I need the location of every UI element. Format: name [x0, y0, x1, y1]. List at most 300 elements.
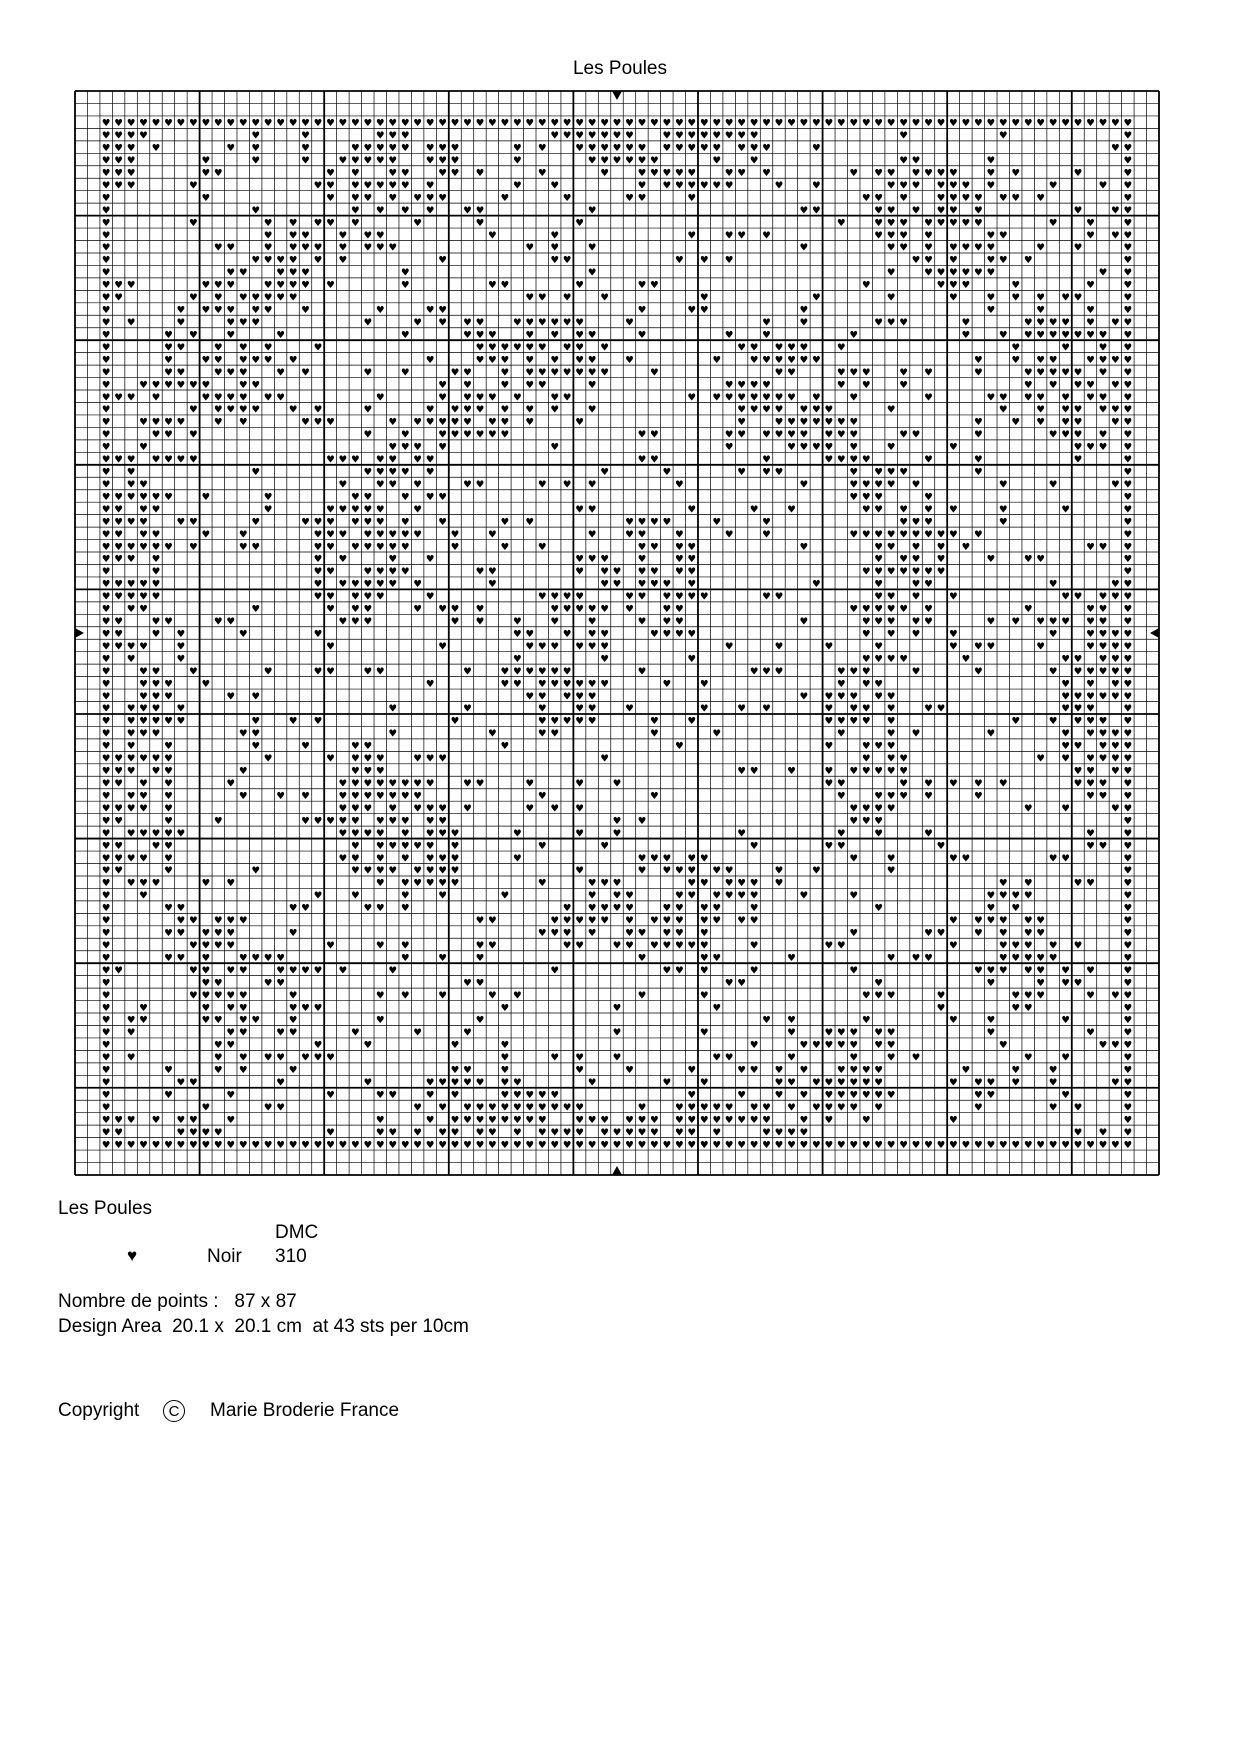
stitch-heart: ♥	[338, 853, 348, 865]
stitch-heart: ♥	[139, 853, 148, 865]
stitch-heart: ♥	[164, 379, 173, 391]
stitch-heart: ♥	[986, 903, 996, 915]
stitch-heart: ♥	[874, 616, 884, 628]
stitch-heart: ♥	[301, 130, 310, 142]
stitch-heart: ♥	[762, 1015, 771, 1027]
stitch-heart: ♥	[425, 205, 435, 217]
stitch-heart: ♥	[537, 716, 547, 728]
stitch-heart: ♥	[812, 118, 821, 130]
stitch-heart: ♥	[238, 952, 248, 964]
stitch-heart: ♥	[787, 1102, 796, 1114]
stitch-heart: ♥	[263, 1102, 273, 1114]
stitch-heart: ♥	[799, 1114, 809, 1126]
stitch-heart: ♥	[724, 641, 734, 653]
stitch-heart: ♥	[363, 118, 373, 130]
stitch-heart: ♥	[438, 167, 447, 179]
stitch-heart: ♥	[488, 1139, 497, 1151]
stitch-heart: ♥	[625, 903, 634, 915]
stitch-heart: ♥	[637, 1139, 647, 1151]
stitch-heart: ♥	[338, 242, 348, 254]
stitch-heart: ♥	[849, 803, 859, 815]
stitch-heart: ♥	[126, 878, 136, 890]
stitch-heart: ♥	[213, 815, 223, 827]
stitch-heart: ♥	[313, 716, 323, 728]
stitch-heart: ♥	[662, 167, 672, 179]
stitch-heart: ♥	[861, 703, 871, 715]
stitch-heart: ♥	[151, 417, 161, 429]
stitch-heart: ♥	[1123, 1002, 1133, 1014]
stitch-heart: ♥	[375, 579, 385, 591]
stitch-heart: ♥	[1098, 354, 1108, 366]
stitch-heart: ♥	[226, 940, 236, 952]
stitch-heart: ♥	[550, 404, 560, 416]
stitch-heart: ♥	[151, 554, 161, 566]
stitch-heart: ♥	[949, 292, 958, 304]
stitch-heart: ♥	[488, 342, 497, 354]
stitch-heart: ♥	[1023, 965, 1033, 977]
stitch-heart: ♥	[475, 1077, 485, 1089]
stitch-heart: ♥	[1061, 616, 1070, 628]
stitch-heart: ♥	[101, 367, 111, 379]
stitch-heart: ♥	[288, 1139, 298, 1151]
stitch-heart: ♥	[849, 1077, 859, 1089]
stitch-heart: ♥	[176, 928, 186, 940]
stitch-heart: ♥	[575, 1052, 584, 1064]
stitch-heart: ♥	[375, 1127, 385, 1139]
stitch-heart: ♥	[562, 928, 572, 940]
stitch-heart: ♥	[313, 965, 323, 977]
stitch-heart: ♥	[101, 965, 111, 977]
stitch-heart: ♥	[1023, 255, 1033, 267]
stitch-heart: ♥	[799, 442, 809, 454]
stitch-heart: ♥	[799, 342, 809, 354]
stitch-heart: ♥	[787, 442, 796, 454]
stitch-heart: ♥	[949, 853, 958, 865]
stitch-heart: ♥	[1048, 1102, 1058, 1114]
stitch-heart: ♥	[176, 342, 186, 354]
stitch-heart: ♥	[1036, 417, 1045, 429]
stitch-heart: ♥	[438, 853, 447, 865]
stitch-heart: ♥	[450, 1040, 460, 1052]
stitch-heart: ♥	[101, 554, 111, 566]
stitch-heart: ♥	[849, 529, 859, 541]
stitch-heart: ♥	[101, 1102, 111, 1114]
stitch-heart: ♥	[936, 217, 946, 229]
stitch-heart: ♥	[1111, 641, 1120, 653]
stitch-heart: ♥	[1111, 628, 1120, 640]
legend-brand-header: DMC	[275, 1222, 319, 1243]
stitch-heart: ♥	[637, 566, 647, 578]
stitch-heart: ♥	[612, 890, 622, 902]
stitch-heart: ♥	[164, 1089, 173, 1101]
stitch-heart: ♥	[637, 1127, 647, 1139]
stitch-heart: ♥	[1123, 167, 1133, 179]
stitch-heart: ♥	[674, 143, 684, 155]
stitch-heart: ♥	[824, 716, 834, 728]
stitch-heart: ♥	[662, 1139, 672, 1151]
stitch-heart: ♥	[313, 666, 323, 678]
stitch-heart: ♥	[924, 454, 933, 466]
stitch-heart: ♥	[949, 192, 958, 204]
stitch-heart: ♥	[587, 354, 597, 366]
stitch-heart: ♥	[874, 903, 884, 915]
stitch-heart: ♥	[463, 118, 472, 130]
stitch-heart: ♥	[1086, 604, 1095, 616]
stitch-heart: ♥	[126, 741, 136, 753]
stitch-heart: ♥	[787, 1077, 796, 1089]
stitch-heart: ♥	[637, 616, 647, 628]
stitch-heart: ♥	[924, 242, 933, 254]
stitch-heart: ♥	[313, 118, 323, 130]
stitch-heart: ♥	[924, 952, 933, 964]
stitch-heart: ♥	[849, 118, 859, 130]
stitch-heart: ♥	[899, 192, 908, 204]
stitch-heart: ♥	[226, 118, 236, 130]
stitch-heart: ♥	[712, 1102, 722, 1114]
stitch-heart: ♥	[438, 155, 447, 167]
stitch-heart: ♥	[949, 205, 958, 217]
stitch-heart: ♥	[911, 205, 921, 217]
stitch-heart: ♥	[562, 716, 572, 728]
stitch-heart: ♥	[886, 628, 896, 640]
stitch-heart: ♥	[737, 230, 746, 242]
stitch-heart: ♥	[662, 130, 672, 142]
stitch-heart: ♥	[238, 118, 248, 130]
stitch-heart: ♥	[998, 878, 1008, 890]
stitch-heart: ♥	[226, 1114, 236, 1126]
stitch-heart: ♥	[251, 467, 261, 479]
stitch-heart: ♥	[450, 1065, 460, 1077]
stitch-heart: ♥	[911, 554, 921, 566]
stitch-heart: ♥	[226, 143, 236, 155]
stitch-heart: ♥	[973, 666, 983, 678]
stitch-heart: ♥	[836, 840, 846, 852]
stitch-heart: ♥	[762, 529, 771, 541]
stitch-heart: ♥	[438, 1102, 447, 1114]
stitch-heart: ♥	[1123, 280, 1133, 292]
stitch-heart: ♥	[1098, 616, 1108, 628]
stitch-heart: ♥	[388, 566, 398, 578]
stitch-heart: ♥	[139, 541, 148, 553]
stitch-heart: ♥	[1111, 666, 1120, 678]
stitch-heart: ♥	[276, 952, 285, 964]
stitch-heart: ♥	[201, 952, 211, 964]
stitch-heart: ♥	[1123, 990, 1133, 1002]
stitch-heart: ♥	[438, 305, 447, 317]
stitch-heart: ♥	[126, 280, 136, 292]
stitch-heart: ♥	[363, 242, 373, 254]
stitch-heart: ♥	[587, 329, 597, 341]
stitch-heart: ♥	[425, 554, 435, 566]
stitch-heart: ♥	[824, 741, 834, 753]
stitch-heart: ♥	[562, 130, 572, 142]
stitch-heart: ♥	[1061, 803, 1070, 815]
stitch-heart: ♥	[126, 1052, 136, 1064]
stitch-heart: ♥	[413, 454, 422, 466]
stitch-heart: ♥	[550, 230, 560, 242]
stitch-heart: ♥	[413, 1027, 422, 1039]
stitch-heart: ♥	[363, 541, 373, 553]
stitch-heart: ♥	[824, 417, 834, 429]
stitch-heart: ♥	[101, 442, 111, 454]
stitch-heart: ♥	[450, 155, 460, 167]
stitch-heart: ♥	[251, 130, 261, 142]
stitch-heart: ♥	[238, 1027, 248, 1039]
stitch-heart: ♥	[637, 1102, 647, 1114]
stitch-heart: ♥	[824, 1102, 834, 1114]
stitch-heart: ♥	[201, 1015, 211, 1027]
stitch-heart: ♥	[537, 167, 547, 179]
stitch-heart: ♥	[101, 167, 111, 179]
stitch-heart: ♥	[363, 828, 373, 840]
stitch-heart: ♥	[625, 192, 634, 204]
stitch-heart: ♥	[388, 180, 398, 192]
stitch-heart: ♥	[525, 516, 535, 528]
stitch-heart: ♥	[961, 329, 971, 341]
stitch-heart: ♥	[525, 329, 535, 341]
stitch-heart: ♥	[836, 367, 846, 379]
stitch-heart: ♥	[475, 1127, 485, 1139]
stitch-heart: ♥	[126, 317, 136, 329]
stitch-heart: ♥	[973, 242, 983, 254]
stitch-heart: ♥	[425, 404, 435, 416]
stitch-heart: ♥	[139, 504, 148, 516]
stitch-heart: ♥	[625, 516, 634, 528]
stitch-heart: ♥	[450, 1089, 460, 1101]
stitch-heart: ♥	[911, 1139, 921, 1151]
stitch-heart: ♥	[413, 529, 422, 541]
stitch-heart: ♥	[998, 890, 1008, 902]
stitch-heart: ♥	[114, 865, 123, 877]
stitch-heart: ♥	[114, 591, 123, 603]
stitch-heart: ♥	[1023, 604, 1033, 616]
stitch-heart: ♥	[201, 305, 211, 317]
stitch-heart: ♥	[936, 1002, 946, 1014]
stitch-heart: ♥	[537, 878, 547, 890]
stitch-heart: ♥	[836, 1139, 846, 1151]
stitch-heart: ♥	[936, 840, 946, 852]
stitch-heart: ♥	[662, 118, 672, 130]
stitch-heart: ♥	[836, 1089, 846, 1101]
stitch-heart: ♥	[936, 928, 946, 940]
stitch-heart: ♥	[762, 1139, 771, 1151]
stitch-heart: ♥	[313, 1002, 323, 1014]
stitch-heart: ♥	[625, 928, 634, 940]
stitch-heart: ♥	[849, 1065, 859, 1077]
stitch-heart: ♥	[637, 180, 647, 192]
stitch-heart: ♥	[238, 1015, 248, 1027]
stitch-heart: ♥	[114, 155, 123, 167]
stitch-heart: ♥	[201, 990, 211, 1002]
stitch-heart: ♥	[164, 678, 173, 690]
stitch-heart: ♥	[512, 1102, 522, 1114]
stitch-heart: ♥	[400, 952, 410, 964]
stitch-heart: ♥	[612, 878, 622, 890]
stitch-heart: ♥	[899, 118, 908, 130]
stitch-heart: ♥	[164, 1139, 173, 1151]
stitch-heart: ♥	[1048, 354, 1058, 366]
stitch-heart: ♥	[1011, 292, 1021, 304]
stitch-heart: ♥	[512, 990, 522, 1002]
stitch-heart: ♥	[114, 180, 123, 192]
stitch-heart: ♥	[587, 641, 597, 653]
stitch-heart: ♥	[126, 1027, 136, 1039]
stitch-heart: ♥	[101, 1015, 111, 1027]
stitch-heart: ♥	[537, 1089, 547, 1101]
stitch-heart: ♥	[637, 280, 647, 292]
stitch-heart: ♥	[899, 504, 908, 516]
stitch-heart: ♥	[973, 1089, 983, 1101]
stitch-heart: ♥	[612, 828, 622, 840]
stitch-heart: ♥	[213, 1040, 223, 1052]
stitch-heart: ♥	[550, 1052, 560, 1064]
stitch-heart: ♥	[687, 554, 697, 566]
stitch-heart: ♥	[525, 778, 535, 790]
stitch-heart: ♥	[662, 928, 672, 940]
stitch-heart: ♥	[276, 965, 285, 977]
stitch-heart: ♥	[911, 180, 921, 192]
stitch-heart: ♥	[774, 467, 784, 479]
stitch-heart: ♥	[587, 903, 597, 915]
stitch-heart: ♥	[575, 342, 584, 354]
stitch-heart: ♥	[126, 167, 136, 179]
stitch-heart: ♥	[1111, 803, 1120, 815]
stitch-heart: ♥	[1048, 853, 1058, 865]
stitch-heart: ♥	[749, 940, 759, 952]
stitch-heart: ♥	[350, 604, 360, 616]
stitch-heart: ♥	[575, 354, 584, 366]
stitch-heart: ♥	[288, 1027, 298, 1039]
stitch-heart: ♥	[463, 803, 472, 815]
stitch-heart: ♥	[712, 1127, 722, 1139]
stitch-heart: ♥	[164, 903, 173, 915]
stitch-heart: ♥	[1048, 429, 1058, 441]
stitch-heart: ♥	[126, 130, 136, 142]
stitch-heart: ♥	[637, 305, 647, 317]
stitch-heart: ♥	[749, 840, 759, 852]
stitch-heart: ♥	[998, 778, 1008, 790]
stitch-heart: ♥	[1011, 1002, 1021, 1014]
stitch-heart: ♥	[101, 716, 111, 728]
stitch-heart: ♥	[350, 205, 360, 217]
stitch-heart: ♥	[587, 1114, 597, 1126]
stitch-heart: ♥	[388, 1089, 398, 1101]
stitch-heart: ♥	[986, 155, 996, 167]
stitch-heart: ♥	[1123, 604, 1133, 616]
stitch-heart: ♥	[662, 940, 672, 952]
stitch-heart: ♥	[101, 118, 111, 130]
stitch-heart: ♥	[301, 367, 310, 379]
stitch-heart: ♥	[114, 853, 123, 865]
stitch-heart: ♥	[1061, 678, 1070, 690]
stitch-heart: ♥	[226, 616, 236, 628]
stitch-heart: ♥	[525, 342, 535, 354]
stitch-heart: ♥	[164, 118, 173, 130]
stitch-heart: ♥	[301, 305, 310, 317]
stitch-heart: ♥	[787, 342, 796, 354]
stitch-heart: ♥	[849, 1027, 859, 1039]
stitch-heart: ♥	[612, 903, 622, 915]
stitch-heart: ♥	[388, 467, 398, 479]
stitch-heart: ♥	[849, 1052, 859, 1064]
stitch-heart: ♥	[226, 1089, 236, 1101]
stitch-heart: ♥	[126, 392, 136, 404]
stitch-heart: ♥	[1061, 317, 1070, 329]
stitch-heart: ♥	[537, 1114, 547, 1126]
stitch-heart: ♥	[1111, 143, 1120, 155]
stitch-heart: ♥	[674, 965, 684, 977]
stitch-heart: ♥	[836, 828, 846, 840]
stitch-heart: ♥	[674, 255, 684, 267]
stitch-heart: ♥	[151, 691, 161, 703]
stitch-heart: ♥	[774, 641, 784, 653]
stitch-heart: ♥	[1061, 292, 1070, 304]
stitch-heart: ♥	[139, 716, 148, 728]
stitch-heart: ♥	[139, 641, 148, 653]
stitch-heart: ♥	[625, 354, 634, 366]
stitch-heart: ♥	[625, 529, 634, 541]
stitch-heart: ♥	[413, 479, 422, 491]
stitch-heart: ♥	[799, 205, 809, 217]
stitch-heart: ♥	[861, 803, 871, 815]
stitch-heart: ♥	[276, 292, 285, 304]
stitch-heart: ♥	[350, 491, 360, 503]
stitch-heart: ♥	[637, 541, 647, 553]
stitch-heart: ♥	[375, 230, 385, 242]
stitch-heart: ♥	[375, 591, 385, 603]
stitch-heart: ♥	[139, 728, 148, 740]
stitch-heart: ♥	[126, 454, 136, 466]
stitch-heart: ♥	[749, 915, 759, 927]
stitch-heart: ♥	[114, 1127, 123, 1139]
stitch-heart: ♥	[849, 491, 859, 503]
stitch-heart: ♥	[488, 1114, 497, 1126]
stitch-heart: ♥	[500, 678, 510, 690]
stitch-heart: ♥	[924, 392, 933, 404]
stitch-heart: ♥	[1111, 591, 1120, 603]
stitch-heart: ♥	[674, 928, 684, 940]
stitch-heart: ♥	[949, 255, 958, 267]
stitch-heart: ♥	[126, 790, 136, 802]
stitch-heart: ♥	[612, 778, 622, 790]
stitch-heart: ♥	[1123, 292, 1133, 304]
stitch-heart: ♥	[699, 1102, 709, 1114]
legend-title: Les Poules	[58, 1198, 153, 1219]
stitch-heart: ♥	[151, 716, 161, 728]
stitch-heart: ♥	[350, 815, 360, 827]
stitch-heart: ♥	[961, 118, 971, 130]
stitch-heart: ♥	[276, 367, 285, 379]
stitch-heart: ♥	[762, 392, 771, 404]
stitch-heart: ♥	[1036, 242, 1045, 254]
stitch-heart: ♥	[537, 728, 547, 740]
stitch-heart: ♥	[973, 217, 983, 229]
stitch-heart: ♥	[886, 803, 896, 815]
stitch-heart: ♥	[301, 417, 310, 429]
stitch-heart: ♥	[213, 915, 223, 927]
stitch-heart: ♥	[326, 604, 335, 616]
stitch-heart: ♥	[126, 728, 136, 740]
stitch-heart: ♥	[849, 479, 859, 491]
stitch-heart: ♥	[139, 529, 148, 541]
stitch-heart: ♥	[886, 1040, 896, 1052]
stitch-heart: ♥	[1123, 479, 1133, 491]
stitch-heart: ♥	[101, 267, 111, 279]
stitch-heart: ♥	[749, 1040, 759, 1052]
stitch-heart: ♥	[126, 541, 136, 553]
stitch-heart: ♥	[1073, 691, 1083, 703]
stitch-heart: ♥	[400, 890, 410, 902]
